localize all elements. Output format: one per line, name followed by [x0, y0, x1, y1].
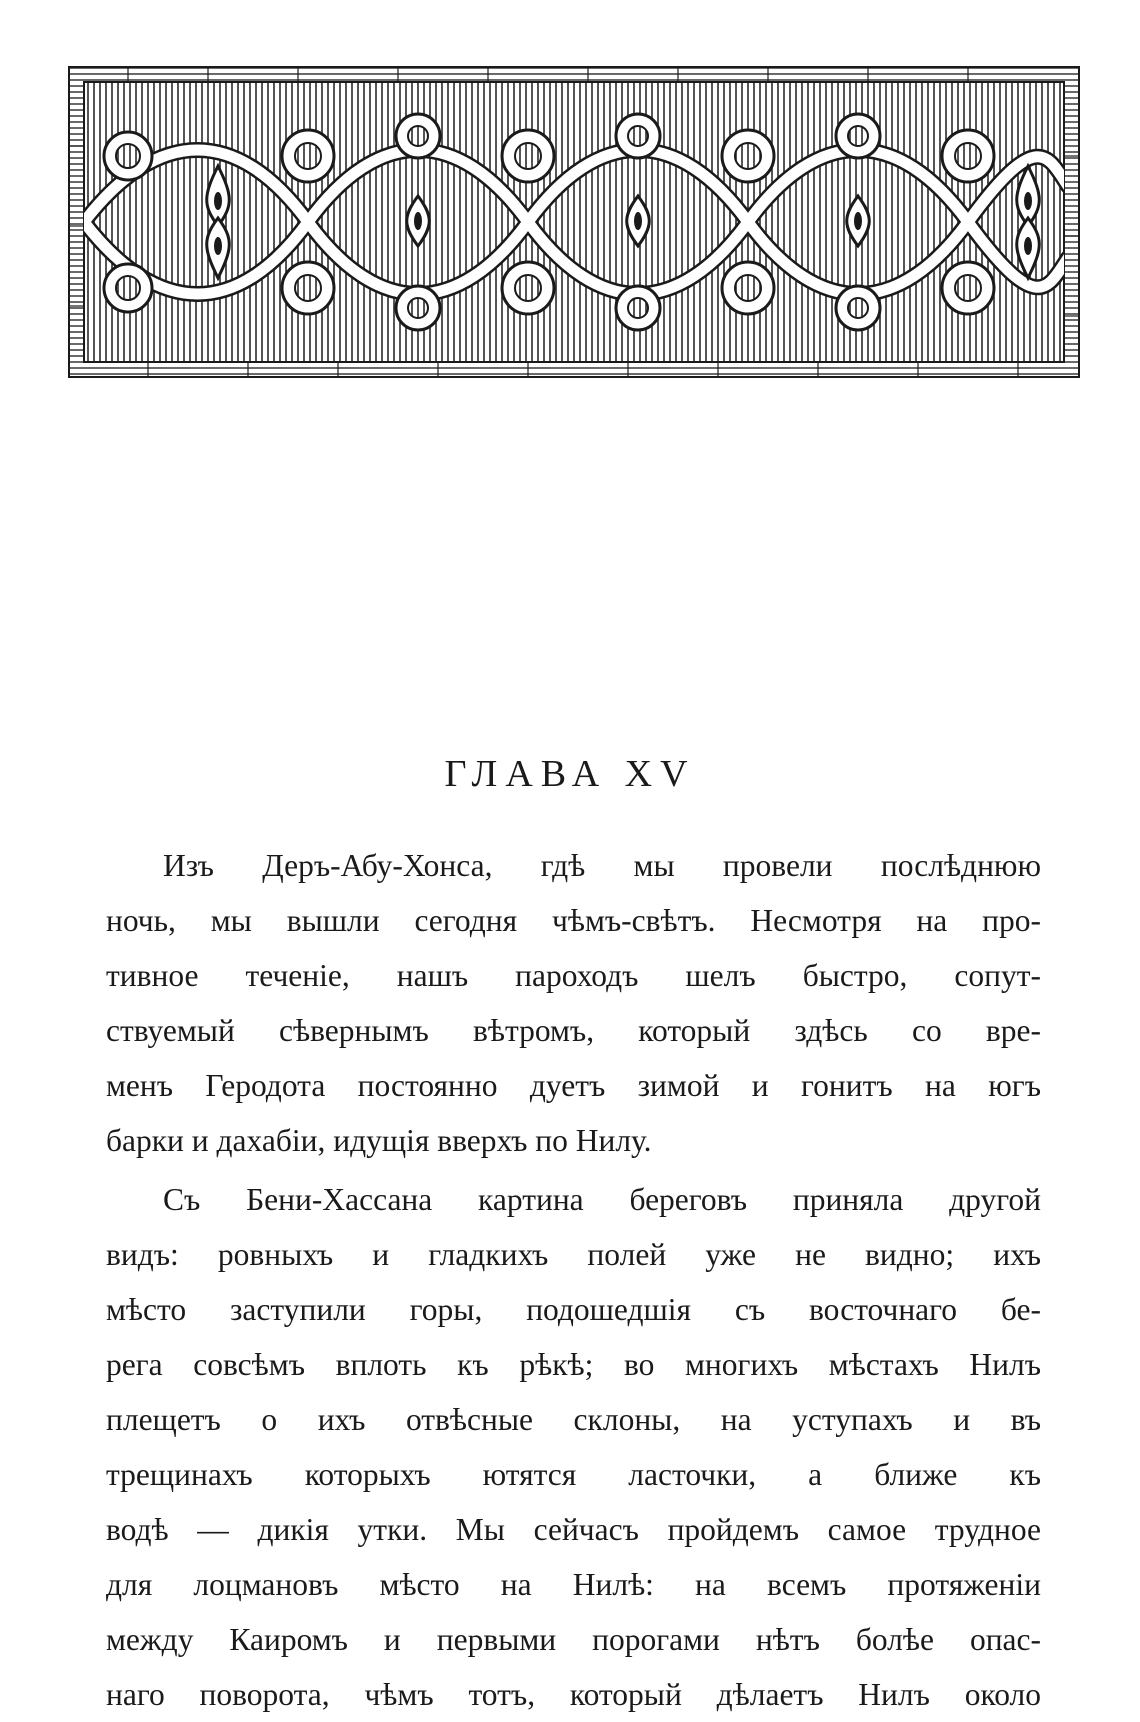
text-line: для лоцмановъ мѣсто на Нилѣ: на всемъ протяженіи	[106, 1567, 1041, 1602]
text-line: водѣ — дикія утки. Мы сейчасъ пройдемъ самое трудное	[106, 1512, 1041, 1547]
body-text	[106, 838, 1041, 1722]
paragraph-2	[106, 1172, 1041, 1722]
text-line: тивное теченіе, нашъ пароходъ шелъ быстро, сопут-	[106, 958, 1041, 993]
text-line: трещинахъ которыхъ ютятся ласточки, а ближе къ	[106, 1457, 1041, 1492]
text-line: наго поворота, чѣмъ тотъ, который дѣлаетъ Нилъ около	[106, 1677, 1041, 1712]
paragraph-1	[106, 838, 1041, 1168]
text-line: Изъ Деръ-Абу-Хонса, гдѣ мы провели послѣднюю	[163, 848, 1041, 883]
text-line: барки и дахабіи, идущія вверхъ по Нилу.	[106, 1123, 652, 1158]
arabesque-ornament-band	[68, 66, 1080, 378]
text-line: видъ: ровныхъ и гладкихъ полей уже не видно; ихъ	[106, 1237, 1041, 1272]
text-line: Съ Бени-Хассана картина береговъ приняла другой	[163, 1182, 1041, 1217]
text-line: менъ Геродота постоянно дуетъ зимой и гонитъ на югъ	[106, 1068, 1041, 1103]
text-line: рега совсѣмъ вплоть къ рѣкѣ; во многихъ мѣстахъ Нилъ	[106, 1347, 1041, 1382]
text-line: между Каиромъ и первыми порогами нѣтъ болѣе опас-	[106, 1622, 1041, 1657]
chapter-title: ГЛАВА XV	[444, 753, 696, 795]
text-line: мѣсто заступили горы, подошедшія съ восточнаго бе-	[106, 1292, 1041, 1327]
text-line: плещетъ о ихъ отвѣсные склоны, на уступахъ и въ	[106, 1402, 1041, 1437]
text-line: ствуемый сѣвернымъ вѣтромъ, который здѣсь со вре-	[106, 1013, 1041, 1048]
text-line: ночь, мы вышли сегодня чѣмъ-свѣтъ. Несмотря на про-	[106, 903, 1041, 938]
